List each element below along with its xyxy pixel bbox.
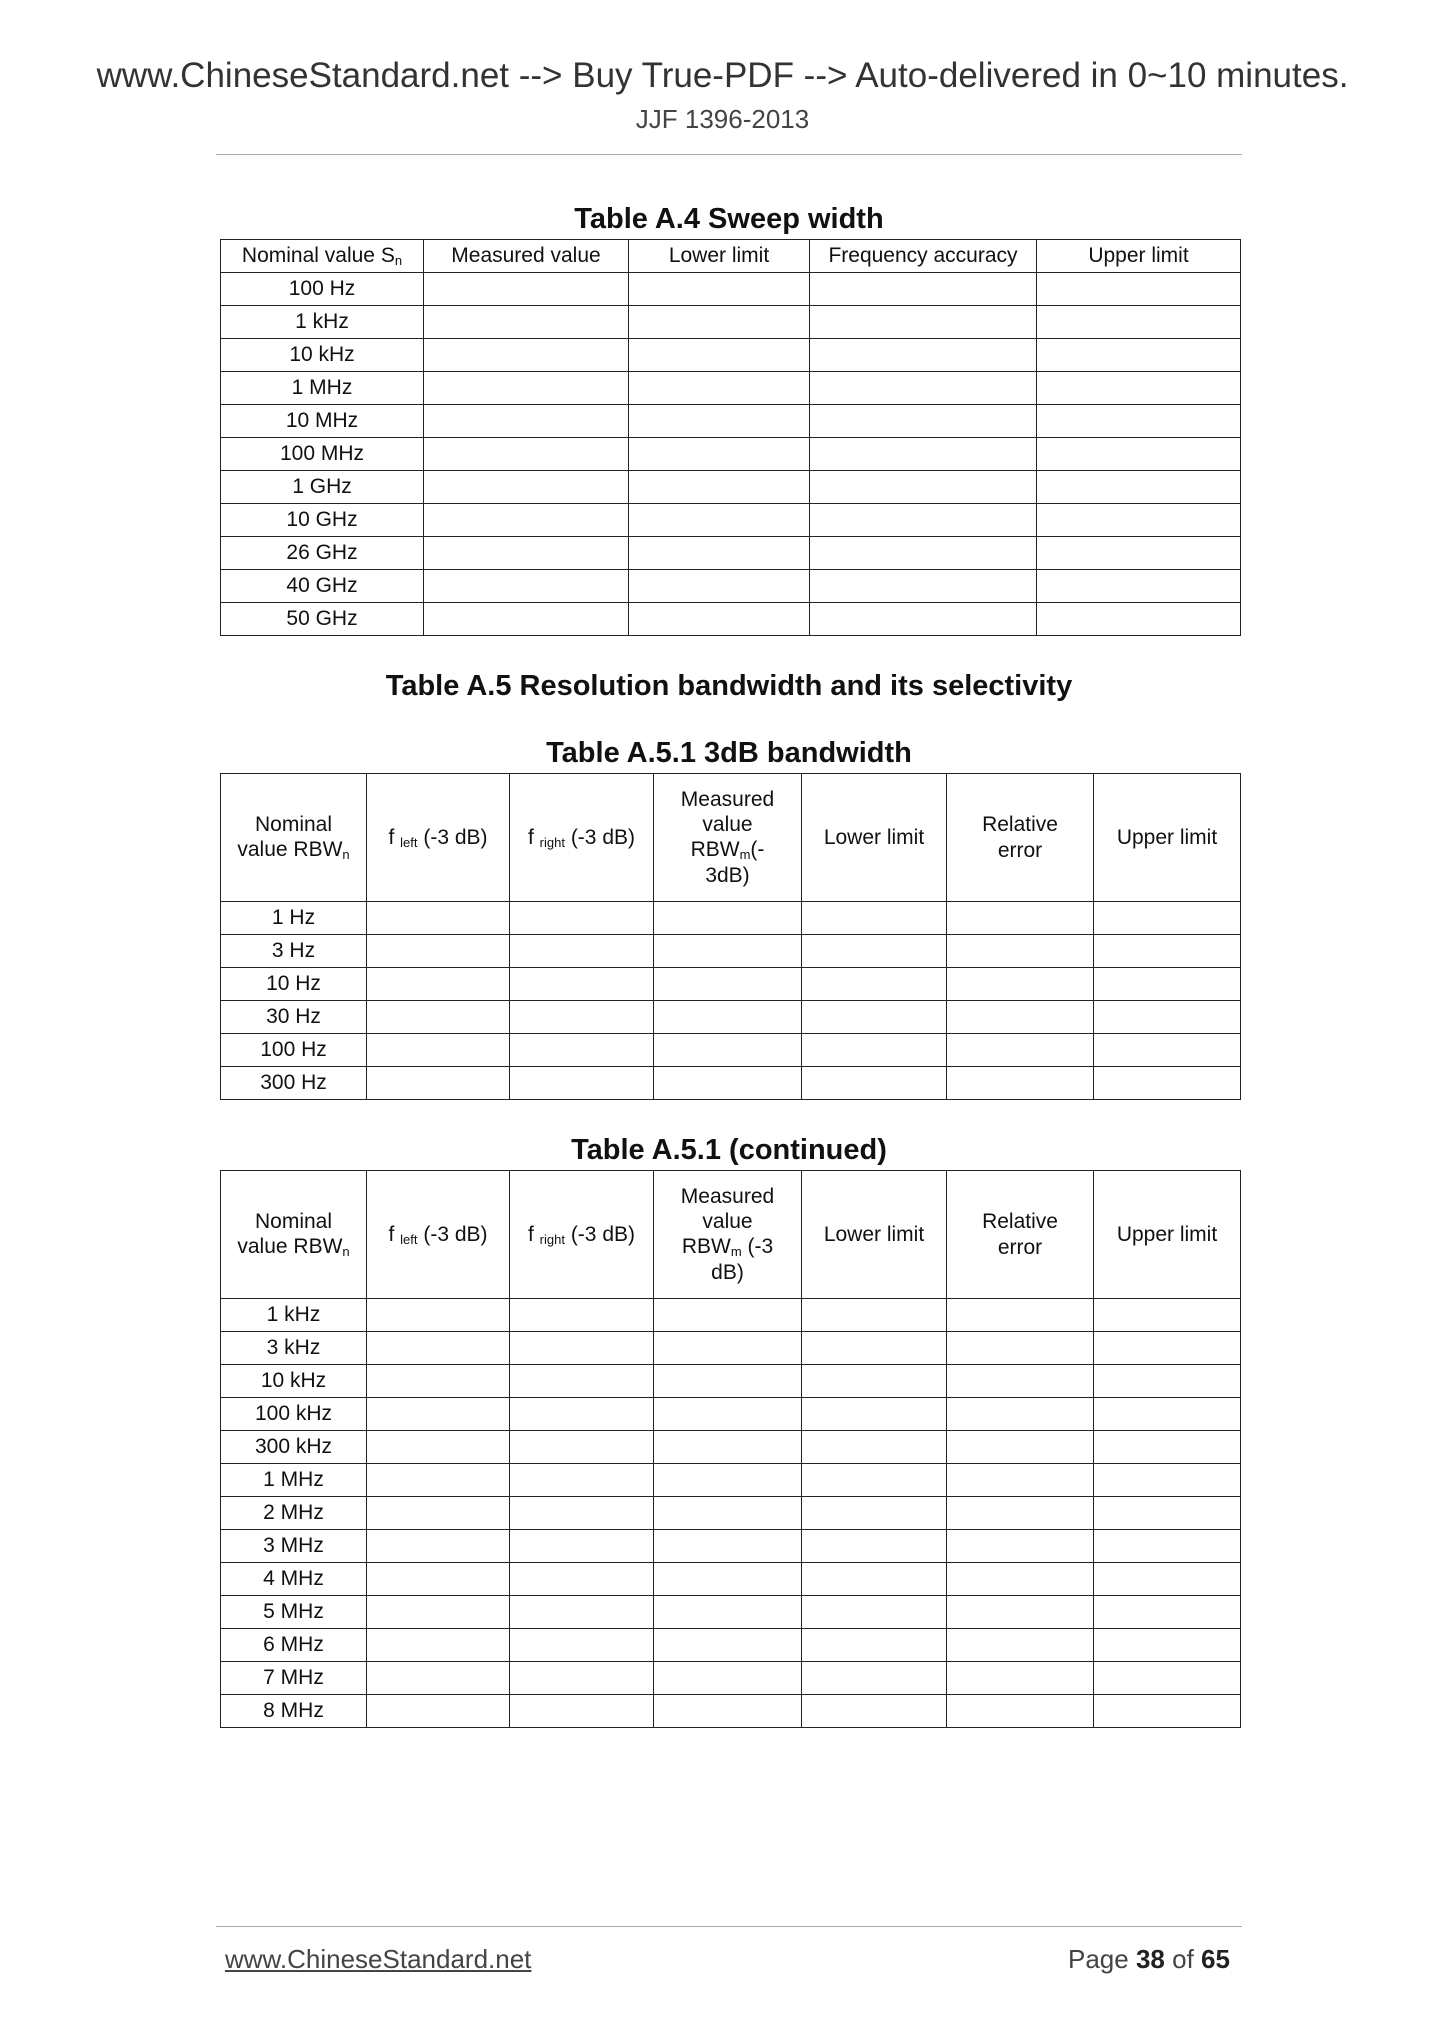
empty-entry-cell: [802, 1530, 947, 1563]
empty-entry-cell: [367, 1398, 510, 1431]
empty-entry-cell: [654, 1299, 802, 1332]
empty-entry-cell: [1094, 1596, 1241, 1629]
empty-entry-cell: [1094, 1034, 1241, 1067]
table-row: [221, 273, 1241, 306]
empty-entry-cell: [367, 1332, 510, 1365]
table-row: [221, 603, 1241, 636]
empty-entry-cell: [367, 1001, 510, 1034]
column-header-lower-limit: Lower limit: [629, 240, 810, 273]
empty-entry-cell: [947, 1398, 1094, 1431]
table-row: [221, 1001, 1241, 1034]
empty-entry-cell: [810, 471, 1037, 504]
table-row: [221, 306, 1241, 339]
table-a51: [220, 773, 1241, 1100]
empty-entry-cell: [654, 1431, 802, 1464]
empty-entry-cell: [947, 935, 1094, 968]
nominal-value-cell: 300 kHz: [221, 1431, 367, 1464]
empty-entry-cell: [1094, 1299, 1241, 1332]
empty-entry-cell: [1094, 1067, 1241, 1100]
empty-entry-cell: [510, 1464, 654, 1497]
empty-entry-cell: [510, 1067, 654, 1100]
table-row: [221, 372, 1241, 405]
empty-entry-cell: [424, 306, 629, 339]
empty-entry-cell: [424, 537, 629, 570]
empty-entry-cell: [654, 1365, 802, 1398]
nominal-value-cell: 10 GHz: [221, 504, 424, 537]
empty-entry-cell: [654, 1563, 802, 1596]
empty-entry-cell: [424, 405, 629, 438]
empty-entry-cell: [424, 504, 629, 537]
empty-entry-cell: [1037, 471, 1241, 504]
empty-entry-cell: [1037, 306, 1241, 339]
empty-entry-cell: [629, 405, 810, 438]
empty-entry-cell: [510, 1001, 654, 1034]
empty-entry-cell: [367, 1365, 510, 1398]
empty-entry-cell: [510, 1695, 654, 1728]
empty-entry-cell: [947, 1299, 1094, 1332]
empty-entry-cell: [510, 968, 654, 1001]
empty-entry-cell: [629, 537, 810, 570]
empty-entry-cell: [510, 1034, 654, 1067]
empty-entry-cell: [510, 1662, 654, 1695]
column-header-nominal: Nominal value $RBW_n$: [221, 774, 367, 902]
nominal-value-cell: 1 kHz: [221, 306, 424, 339]
empty-entry-cell: [810, 273, 1037, 306]
nominal-value-cell: 3 kHz: [221, 1332, 367, 1365]
empty-entry-cell: [947, 1695, 1094, 1728]
nominal-value-cell: 100 kHz: [221, 1398, 367, 1431]
empty-entry-cell: [367, 1034, 510, 1067]
empty-entry-cell: [510, 1596, 654, 1629]
nominal-value-cell: 1 MHz: [221, 372, 424, 405]
empty-entry-cell: [802, 1034, 947, 1067]
empty-entry-cell: [654, 1596, 802, 1629]
empty-entry-cell: [810, 372, 1037, 405]
empty-entry-cell: [810, 504, 1037, 537]
empty-entry-cell: [1094, 1431, 1241, 1464]
empty-entry-cell: [1037, 504, 1241, 537]
empty-entry-cell: [510, 1530, 654, 1563]
empty-entry-cell: [510, 1398, 654, 1431]
empty-entry-cell: [1037, 438, 1241, 471]
empty-entry-cell: [947, 1365, 1094, 1398]
empty-entry-cell: [510, 902, 654, 935]
empty-entry-cell: [654, 968, 802, 1001]
empty-entry-cell: [802, 968, 947, 1001]
empty-entry-cell: [510, 1563, 654, 1596]
empty-entry-cell: [654, 935, 802, 968]
column-header-relative-error: Relative error: [947, 774, 1094, 902]
empty-entry-cell: [510, 1497, 654, 1530]
empty-entry-cell: [1037, 570, 1241, 603]
nominal-value-cell: 1 MHz: [221, 1464, 367, 1497]
empty-entry-cell: [367, 1299, 510, 1332]
empty-entry-cell: [424, 372, 629, 405]
empty-entry-cell: [947, 1464, 1094, 1497]
empty-entry-cell: [947, 1034, 1094, 1067]
empty-entry-cell: [1094, 1332, 1241, 1365]
page-number: Page 38 of 65: [1068, 1944, 1230, 1974]
empty-entry-cell: [629, 603, 810, 636]
header-banner: www.ChineseStandard.net --> Buy True-PDF --> Auto-delivered in 0~10 minutes.: [96, 56, 1349, 95]
empty-entry-cell: [629, 570, 810, 603]
footer-divider: [216, 1926, 1242, 1927]
empty-entry-cell: [367, 1431, 510, 1464]
empty-entry-cell: [654, 902, 802, 935]
empty-entry-cell: [367, 1067, 510, 1100]
empty-entry-cell: [510, 1332, 654, 1365]
empty-entry-cell: [367, 1662, 510, 1695]
nominal-value-cell: 30 Hz: [221, 1001, 367, 1034]
column-header-f-right: f $_{right}$ (-3 dB): [510, 1171, 654, 1299]
nominal-value-cell: 7 MHz: [221, 1662, 367, 1695]
empty-entry-cell: [654, 1034, 802, 1067]
column-header-measured: Measured value: [424, 240, 629, 273]
table-row: [221, 1365, 1241, 1398]
empty-entry-cell: [802, 935, 947, 968]
table-row: [221, 471, 1241, 504]
column-header-frequency-accuracy: Frequency accuracy: [810, 240, 1037, 273]
empty-entry-cell: [1037, 405, 1241, 438]
empty-entry-cell: [424, 471, 629, 504]
empty-entry-cell: [1094, 902, 1241, 935]
nominal-value-cell: 10 kHz: [221, 339, 424, 372]
empty-entry-cell: [654, 1629, 802, 1662]
empty-entry-cell: [1094, 1695, 1241, 1728]
empty-entry-cell: [424, 603, 629, 636]
empty-entry-cell: [947, 1563, 1094, 1596]
empty-entry-cell: [947, 1596, 1094, 1629]
empty-entry-cell: [424, 273, 629, 306]
empty-entry-cell: [1037, 537, 1241, 570]
empty-entry-cell: [367, 1629, 510, 1662]
nominal-value-cell: 3 Hz: [221, 935, 367, 968]
table-row: [221, 438, 1241, 471]
empty-entry-cell: [947, 1662, 1094, 1695]
header-divider: [216, 154, 1242, 155]
table-row: [221, 1497, 1241, 1530]
empty-entry-cell: [629, 306, 810, 339]
empty-entry-cell: [1094, 1497, 1241, 1530]
empty-entry-cell: [802, 1662, 947, 1695]
nominal-value-cell: 100 MHz: [221, 438, 424, 471]
table-row: [221, 1067, 1241, 1100]
empty-entry-cell: [654, 1398, 802, 1431]
empty-entry-cell: [810, 438, 1037, 471]
nominal-value-cell: 1 Hz: [221, 902, 367, 935]
empty-entry-cell: [1094, 1398, 1241, 1431]
nominal-value-cell: 8 MHz: [221, 1695, 367, 1728]
empty-entry-cell: [1037, 339, 1241, 372]
empty-entry-cell: [510, 1431, 654, 1464]
column-header-f-left: f $_{left}$ (-3 dB): [367, 1171, 510, 1299]
empty-entry-cell: [367, 1563, 510, 1596]
nominal-value-cell: 100 Hz: [221, 273, 424, 306]
empty-entry-cell: [947, 1067, 1094, 1100]
table-row: [221, 1034, 1241, 1067]
nominal-value-cell: 6 MHz: [221, 1629, 367, 1662]
empty-entry-cell: [654, 1464, 802, 1497]
table-row: [221, 902, 1241, 935]
column-header-upper-limit: Upper limit: [1094, 1171, 1241, 1299]
empty-entry-cell: [802, 902, 947, 935]
table-row: [221, 1332, 1241, 1365]
empty-entry-cell: [1094, 1365, 1241, 1398]
empty-entry-cell: [810, 537, 1037, 570]
column-header-lower-limit: Lower limit: [802, 774, 947, 902]
table-row: [221, 1662, 1241, 1695]
column-header-nominal: Nominal value $S_n$: [221, 240, 424, 273]
table-row: [221, 1596, 1241, 1629]
empty-entry-cell: [810, 405, 1037, 438]
empty-entry-cell: [810, 306, 1037, 339]
nominal-value-cell: 3 MHz: [221, 1530, 367, 1563]
nominal-value-cell: 4 MHz: [221, 1563, 367, 1596]
table-row: [221, 504, 1241, 537]
empty-entry-cell: [802, 1067, 947, 1100]
empty-entry-cell: [802, 1398, 947, 1431]
empty-entry-cell: [810, 603, 1037, 636]
empty-entry-cell: [654, 1662, 802, 1695]
empty-entry-cell: [367, 1530, 510, 1563]
nominal-value-cell: 100 Hz: [221, 1034, 367, 1067]
empty-entry-cell: [947, 1332, 1094, 1365]
empty-entry-cell: [424, 570, 629, 603]
table-row: [221, 1629, 1241, 1662]
empty-entry-cell: [510, 1629, 654, 1662]
empty-entry-cell: [1037, 603, 1241, 636]
empty-entry-cell: [367, 1464, 510, 1497]
empty-entry-cell: [947, 1629, 1094, 1662]
empty-entry-cell: [629, 438, 810, 471]
empty-entry-cell: [510, 935, 654, 968]
table-a5-caption: Table A.5 Resolution bandwidth and its selectivity: [385, 670, 1073, 702]
empty-entry-cell: [424, 438, 629, 471]
empty-entry-cell: [802, 1001, 947, 1034]
column-header-upper-limit: Upper limit: [1094, 774, 1241, 902]
empty-entry-cell: [802, 1629, 947, 1662]
empty-entry-cell: [1037, 372, 1241, 405]
column-header-measured: Measured value $RBW_m$ (-3 dB): [654, 1171, 802, 1299]
table-row: [221, 1563, 1241, 1596]
empty-entry-cell: [802, 1464, 947, 1497]
empty-entry-cell: [654, 1001, 802, 1034]
nominal-value-cell: 10 Hz: [221, 968, 367, 1001]
nominal-value-cell: 10 kHz: [221, 1365, 367, 1398]
empty-entry-cell: [1094, 935, 1241, 968]
empty-entry-cell: [947, 1001, 1094, 1034]
column-header-upper-limit: Upper limit: [1037, 240, 1241, 273]
empty-entry-cell: [367, 1596, 510, 1629]
column-header-f-left: f $_{left}$ (-3 dB): [367, 774, 510, 902]
column-header-lower-limit: Lower limit: [802, 1171, 947, 1299]
table-header-row: [221, 774, 1241, 902]
column-header-measured: Measured value $RBW_m(-$ 3dB): [654, 774, 802, 902]
empty-entry-cell: [654, 1695, 802, 1728]
nominal-value-cell: 2 MHz: [221, 1497, 367, 1530]
document-number: JJF 1396-2013: [635, 104, 810, 134]
table-a51-continued: [220, 1170, 1241, 1728]
table-row: [221, 1530, 1241, 1563]
empty-entry-cell: [947, 1497, 1094, 1530]
nominal-value-cell: 1 GHz: [221, 471, 424, 504]
table-row: [221, 537, 1241, 570]
table-row: [221, 1464, 1241, 1497]
empty-entry-cell: [1094, 1530, 1241, 1563]
empty-entry-cell: [802, 1299, 947, 1332]
empty-entry-cell: [1094, 1563, 1241, 1596]
empty-entry-cell: [654, 1067, 802, 1100]
table-row: [221, 1695, 1241, 1728]
empty-entry-cell: [424, 339, 629, 372]
table-row: [221, 1398, 1241, 1431]
footer-website-link[interactable]: www.ChineseStandard.net: [225, 1944, 532, 1974]
empty-entry-cell: [629, 339, 810, 372]
nominal-value-cell: 1 kHz: [221, 1299, 367, 1332]
column-header-relative-error: Relative error: [947, 1171, 1094, 1299]
table-a51-caption: Table A.5.1 3dB bandwidth: [546, 737, 912, 769]
empty-entry-cell: [367, 1497, 510, 1530]
nominal-value-cell: 26 GHz: [221, 537, 424, 570]
empty-entry-cell: [629, 273, 810, 306]
empty-entry-cell: [1094, 1629, 1241, 1662]
empty-entry-cell: [367, 968, 510, 1001]
nominal-value-cell: 5 MHz: [221, 1596, 367, 1629]
empty-entry-cell: [802, 1497, 947, 1530]
empty-entry-cell: [947, 1530, 1094, 1563]
empty-entry-cell: [802, 1332, 947, 1365]
table-a4: [220, 239, 1241, 636]
empty-entry-cell: [654, 1530, 802, 1563]
table-row: [221, 968, 1241, 1001]
empty-entry-cell: [802, 1695, 947, 1728]
table-header-row: [221, 240, 1241, 273]
empty-entry-cell: [510, 1299, 654, 1332]
column-header-nominal: Nominal value $RBW_n$: [221, 1171, 367, 1299]
empty-entry-cell: [947, 902, 1094, 935]
empty-entry-cell: [1094, 1662, 1241, 1695]
empty-entry-cell: [802, 1596, 947, 1629]
empty-entry-cell: [947, 1431, 1094, 1464]
nominal-value-cell: 300 Hz: [221, 1067, 367, 1100]
table-row: [221, 339, 1241, 372]
empty-entry-cell: [510, 1365, 654, 1398]
empty-entry-cell: [802, 1563, 947, 1596]
nominal-value-cell: 40 GHz: [221, 570, 424, 603]
empty-entry-cell: [629, 372, 810, 405]
nominal-value-cell: 10 MHz: [221, 405, 424, 438]
empty-entry-cell: [802, 1365, 947, 1398]
table-a51c-caption: Table A.5.1 (continued): [571, 1134, 887, 1166]
empty-entry-cell: [810, 570, 1037, 603]
empty-entry-cell: [367, 902, 510, 935]
table-row: [221, 1431, 1241, 1464]
empty-entry-cell: [654, 1497, 802, 1530]
empty-entry-cell: [802, 1431, 947, 1464]
nominal-value-cell: 50 GHz: [221, 603, 424, 636]
table-row: [221, 935, 1241, 968]
empty-entry-cell: [629, 471, 810, 504]
empty-entry-cell: [367, 935, 510, 968]
column-header-f-right: f $_{right}$ (-3 dB): [510, 774, 654, 902]
empty-entry-cell: [1094, 1001, 1241, 1034]
table-row: [221, 570, 1241, 603]
empty-entry-cell: [1037, 273, 1241, 306]
empty-entry-cell: [1094, 1464, 1241, 1497]
empty-entry-cell: [810, 339, 1037, 372]
table-row: [221, 1299, 1241, 1332]
table-a4-caption: Table A.4 Sweep width: [574, 203, 884, 235]
table-row: [221, 405, 1241, 438]
empty-entry-cell: [1094, 968, 1241, 1001]
empty-entry-cell: [629, 504, 810, 537]
empty-entry-cell: [654, 1332, 802, 1365]
empty-entry-cell: [367, 1695, 510, 1728]
empty-entry-cell: [947, 968, 1094, 1001]
table-header-row: [221, 1171, 1241, 1299]
